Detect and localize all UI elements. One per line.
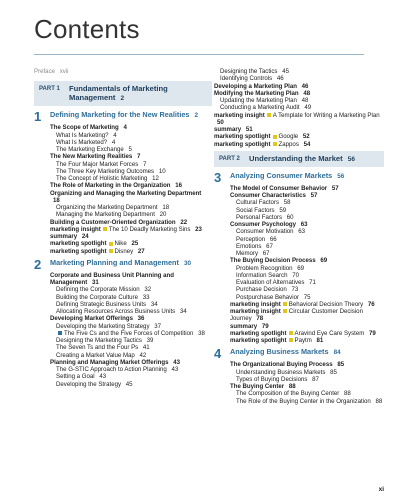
toc-subsection-entry[interactable] [230,228,384,235]
entry-text: Social Factors [236,206,275,214]
feature-lead: marketing insight [230,300,281,308]
entry-page: 81 [316,337,324,344]
entry-text: Conducting a Marketing Audit [220,104,300,112]
chapter-page: 56 [337,172,345,180]
chapter-page: 84 [333,349,341,357]
feature-lead: marketing insight [214,111,265,119]
feature-lead: marketing spotlight [214,133,271,141]
entry-text: The Role of Marketing in the Organization [50,182,171,190]
entry-page: 43 [173,358,180,366]
feature-lead: marketing insight [230,308,281,315]
chapter-heading[interactable] [34,109,212,125]
chapter-heading[interactable] [34,256,212,272]
entry-page: 60 [286,213,294,221]
entry-page: 85 [330,368,337,376]
entry-page: 36 [137,315,145,323]
entry-page: 46 [276,75,284,83]
toc-subsection-entry[interactable] [230,214,384,221]
entry-text: Developing a Marketing Plan [214,82,297,90]
entry-page: 79 [261,322,269,330]
entry-text: The Four Major Market Forces [56,160,139,168]
toc-section-entry[interactable] [50,190,212,205]
feature-lead: marketing spotlight [50,247,107,255]
toc-feature-entry[interactable] [230,330,384,337]
entry-text: Understanding Business Markets [236,368,326,376]
toc-subsection-entry[interactable] [230,398,384,405]
entry-page: 67 [266,242,273,250]
toc-subsection-entry[interactable] [50,352,212,359]
toc-subsection-entry[interactable] [230,390,384,397]
toc-list-left [34,81,212,388]
page-number: xi [378,486,384,493]
entry-page: 32 [144,286,152,294]
toc-subsection-entry[interactable] [214,68,384,75]
entry-text: Defining the Corporate Mission [56,286,140,294]
toc-subsection-entry[interactable] [50,301,212,308]
chapter-page: 2 [194,112,199,120]
entry-text: The Composition of the Buying Center [236,390,340,398]
toc-subsection-entry[interactable] [230,286,384,293]
entry-text: Corporate and Business Unit Planning and Management [50,271,174,286]
part-header[interactable] [34,81,212,106]
entry-text: summary [50,233,78,240]
chapter-number: 3 [214,169,222,185]
entry-page: 7 [137,153,141,161]
entry-text: Perception [236,235,266,243]
entry-text: Emotions [236,242,262,250]
toc-subsection-entry[interactable] [50,366,212,373]
entry-page: 31 [91,279,99,286]
entry-text: Building the Corporate Culture [56,293,138,301]
entry-page: 88 [344,390,351,398]
entry-page: 37 [154,322,161,330]
entry-text: The Buying Center [230,383,285,390]
feature-square-icon [267,113,271,117]
entry-page: 18 [162,204,170,211]
entry-page: 24 [81,233,89,240]
chapter-page: 30 [183,259,191,267]
toc-subsection-entry[interactable] [50,132,212,139]
entry-page: 41 [142,344,150,352]
toc-subsection-entry[interactable] [230,279,384,286]
feature-square-icon [109,242,113,246]
toc-subsection-entry[interactable] [50,139,212,146]
entry-text: The Role of the Buying Center in the Organization [236,397,371,405]
toc-subsection-entry[interactable] [230,207,384,214]
toc-subsection-entry[interactable] [230,376,384,383]
entry-text: The Buying Decision Process [230,257,316,265]
toc-subsection-entry[interactable] [214,104,384,111]
entry-text: The Concept of Holistic Marketing [56,175,148,182]
entry-text: Memory [236,250,259,257]
toc-feature-entry[interactable] [214,112,384,127]
entry-page: 49 [304,104,312,112]
entry-page: 66 [269,235,277,243]
chapter-title-text: Analyzing Consumer Markets [230,170,333,180]
entry-page: 45 [125,380,133,388]
entry-text: Managing the Marketing Department [56,211,155,219]
entry-page: 18 [53,196,60,204]
toc-section-entry[interactable] [50,233,212,240]
entry-text: The Model of Consumer Behavior [230,184,328,192]
feature-square-icon [273,135,277,139]
entry-page: 46 [301,82,309,90]
toc-subsection-entry[interactable] [50,175,212,182]
toc-column-right [214,68,384,405]
entry-page: 51 [245,126,253,133]
entry-text: Disney [114,247,134,255]
entry-text: Purchase Decision [236,286,287,294]
preface-label: Preface [34,68,56,75]
entry-text: Setting a Goal [56,373,95,381]
toc-subsection-entry[interactable] [50,337,212,344]
entry-text: Defining Strategic Business Units [56,300,147,308]
toc-section-entry[interactable] [50,272,212,287]
toc-subsection-entry[interactable] [214,75,384,82]
feature-lead: marketing spotlight [214,140,271,148]
entry-text: Developing the Strategy [56,380,122,388]
entry-page: 45 [282,68,289,75]
preface-entry[interactable] [34,68,212,75]
entry-text: Cultural Factors [236,199,280,207]
part-header[interactable] [214,151,384,167]
toc-feature-entry[interactable] [50,248,212,255]
toc-feature-entry[interactable] [50,226,212,233]
entry-page: 88 [375,397,383,405]
entry-page: 54 [303,140,311,148]
toc-section-entry[interactable] [50,219,212,226]
entry-page: 70 [292,271,299,279]
toc-feature-subentry[interactable] [50,330,212,337]
feature-lead: marketing spotlight [50,240,107,248]
entry-text: Identifying Controls [220,75,273,83]
feature-square-icon [283,302,287,306]
entry-text: Allocating Resources Across Business Units [56,308,176,315]
entry-page: 4 [123,124,127,132]
entry-page: 78 [256,315,264,323]
toc-subsection-entry[interactable] [50,146,212,153]
entry-page: 85 [337,361,345,369]
entry-page: 38 [198,329,205,337]
toc-section-entry[interactable] [214,83,384,90]
feature-lead: marketing insight [50,225,101,233]
toc-section-entry[interactable] [230,185,384,192]
entry-page: 7 [143,160,147,168]
chapter-title [50,111,198,123]
toc-feature-entry[interactable] [230,337,384,344]
part-title-text: Understanding the Market [249,153,343,163]
chapter-number: 2 [34,256,42,272]
entry-text: Organizing and Managing the Marketing Department [50,189,202,197]
toc-feature-entry[interactable] [230,308,384,323]
toc-subsection-entry[interactable] [50,161,212,168]
part-title [249,154,355,164]
entry-page: 25 [131,240,139,248]
toc-subsection-entry[interactable] [230,294,384,301]
entry-page: 73 [291,286,299,294]
entry-page: 63 [298,228,306,236]
feature-square-icon [289,338,293,342]
chapter-title [230,348,341,360]
feature-square-icon [273,142,277,146]
entry-text: Problem Recognition [236,264,293,272]
entry-text: Circular Customer Decision Journey [230,308,363,323]
entry-text: Zappos [278,140,299,148]
toc-section-entry[interactable] [214,126,384,133]
toc-section-entry[interactable] [230,221,384,228]
entry-text: Planning and Managing Market Offerings [50,358,169,366]
entry-text: A Template for Writing a Marketing Plan [272,111,380,119]
toc-subsection-entry[interactable] [50,344,212,351]
entry-text: What Is Marketing? [56,131,109,139]
chapter-title-text: Marketing Planning and Management [50,257,179,267]
entry-text: summary [214,126,242,133]
entry-text: The Three Key Marketing Outcomes [56,167,155,175]
chapter-heading[interactable] [214,346,384,362]
entry-text: The Five Cs and the Five Forces of Competition [64,329,194,337]
toc-subsection-entry[interactable] [230,199,384,206]
entry-page: 12 [152,175,159,182]
toc-subsection-entry[interactable] [50,211,212,218]
feature-lead: marketing spotlight [230,329,287,337]
entry-page: 33 [142,293,150,301]
entry-page: 10 [158,167,166,175]
entry-page: 52 [302,133,310,141]
chapter-title-text: Defining Marketing for the New Realities [50,110,190,120]
chapter-title-text: Analyzing Business Markets [230,347,329,357]
toc-feature-entry[interactable] [50,240,212,247]
entry-text: Developing the Marketing Strategy [56,322,150,330]
entry-text: Information Search [236,271,288,279]
toc-section-entry[interactable] [230,323,384,330]
part-page: 56 [347,155,356,163]
entry-text: Consumer Characteristics [230,192,306,199]
entry-text: Aravind Eye Care System [294,329,365,337]
toc-subsection-entry[interactable] [230,250,384,257]
entry-text: Organizing the Marketing Department [56,204,158,211]
entry-text: Creating a Market Value Map [56,351,135,359]
feature-square-icon [109,249,113,253]
entry-text: Building a Customer-Oriented Organization [50,218,176,226]
toc-subsection-entry[interactable] [230,243,384,250]
entry-text: Types of Buying Decisions [236,375,308,383]
entry-text: Designing the Marketing Tactics [56,337,142,344]
entry-text: Paytm [294,337,312,344]
entry-page: 27 [137,247,145,255]
entry-page: 69 [297,264,305,272]
toc-section-entry[interactable] [50,153,212,160]
toc-section-entry[interactable] [230,192,384,199]
entry-text: The Organizational Buying Process [230,361,333,369]
chapter-title [230,172,344,184]
entry-page: 4 [111,138,116,146]
feature-square-icon [289,331,293,335]
toc-subsection-entry[interactable] [50,286,212,293]
entry-text: Updating the Marketing Plan [220,97,297,104]
part-entries [34,111,212,388]
entry-page: 63 [300,221,308,228]
toc-subsection-entry[interactable] [50,294,212,301]
entry-page: 34 [179,308,187,315]
entry-text: Consumer Motivation [236,228,294,236]
entry-page: 76 [367,300,375,308]
chapter-title [50,259,191,271]
part-label: PART 2 [219,155,240,162]
blue-square-icon [58,331,62,335]
toc-feature-entry[interactable] [230,301,384,308]
entry-text: Modifying the Marketing Plan [214,89,299,97]
entry-page: 43 [171,366,179,373]
entry-text: Developing Market Offerings [50,315,133,323]
entry-page: 16 [175,182,183,190]
toc-section-entry[interactable] [230,257,384,264]
toc-subsection-entry[interactable] [50,373,212,380]
toc-feature-entry[interactable] [214,133,384,140]
feature-square-icon [103,227,107,231]
part-label: PART 1 [39,86,60,93]
preface-page: xvii [59,68,69,75]
entry-text: The 10 Deadly Marketing Sins [108,225,191,233]
toc-list-right [214,68,384,405]
entry-text: Designing the Tactics [220,68,278,75]
entry-page: 71 [309,279,316,286]
part-entries [214,169,384,405]
chapter-number: 4 [214,346,222,362]
toc-subsection-entry[interactable] [230,272,384,279]
entry-text: The Marketing Exchange [56,146,124,153]
chapter-number: 1 [34,109,42,125]
toc-section-entry[interactable] [214,90,384,97]
entry-page: 75 [303,293,311,301]
entry-text: Consumer Psychology [230,221,297,228]
entry-text: Postpurchase Behavior [236,293,300,301]
toc-subsection-entry[interactable] [214,97,384,104]
entry-page: 23 [195,225,202,233]
toc-subsection-entry[interactable] [230,236,384,243]
entry-page: 42 [139,351,147,359]
entry-page: 20 [159,211,167,219]
page-title: Contents [34,14,140,44]
entry-text: The Scope of Marketing [50,124,119,132]
toc-subsection-entry[interactable] [50,204,212,211]
toc-subsection-entry[interactable] [50,323,212,330]
entry-page: 34 [150,300,158,308]
toc-section-entry[interactable] [230,361,384,368]
toc-section-entry[interactable] [230,383,384,390]
entry-page: 48 [303,89,311,97]
entry-text: Google [278,133,299,141]
part-page: 2 [120,95,125,103]
entry-text: summary [230,322,258,330]
toc-subsection-entry[interactable] [50,308,212,315]
toc-subsection-entry[interactable] [50,381,212,388]
entry-page: 88 [288,383,296,390]
entry-text: The New Marketing Realities [50,153,133,161]
toc-subsection-entry[interactable] [50,168,212,175]
toc-subsection-entry[interactable] [230,265,384,272]
toc-subsection-entry[interactable] [230,369,384,376]
toc-column-left [34,68,212,388]
entry-text: Evaluation of Alternatives [236,279,305,286]
part-title [69,84,207,103]
feature-square-icon [283,309,287,313]
chapter-heading[interactable] [214,169,384,185]
entry-page: 22 [180,218,188,226]
entry-page: 57 [331,184,339,192]
toc-section-entry[interactable] [50,124,212,131]
entry-text: The G-STIC Approach to Action Planning [56,366,167,373]
toc-section-entry[interactable] [50,359,212,366]
entry-page: 50 [217,118,224,126]
entry-page: 57 [310,192,318,199]
entry-page: 67 [262,250,270,257]
entry-page: 79 [369,329,376,337]
entry-page: 48 [301,97,309,104]
toc-feature-entry[interactable] [214,141,384,148]
entry-page: 39 [146,337,154,344]
entry-text: The Seven Ts and the Four Ps [56,344,139,352]
entry-text: Behavioral Decision Theory [288,300,364,308]
entry-page: 43 [99,373,107,381]
entry-text: What Is Marketed? [56,138,108,146]
entry-page: 4 [113,131,117,139]
entry-text: Nike [114,240,127,248]
entry-page: 58 [283,199,291,207]
feature-lead: marketing spotlight [230,337,287,344]
entry-page: 5 [128,146,132,153]
toc-section-entry[interactable] [50,315,212,322]
part-title-text: Fundamentals of Marketing Management [69,84,168,103]
entry-page: 69 [320,257,328,265]
title-rule [34,54,364,55]
toc-section-entry[interactable] [50,182,212,189]
entry-page: 87 [312,375,319,383]
entry-page: 59 [279,206,287,214]
entry-text: Personal Factors [236,213,283,221]
